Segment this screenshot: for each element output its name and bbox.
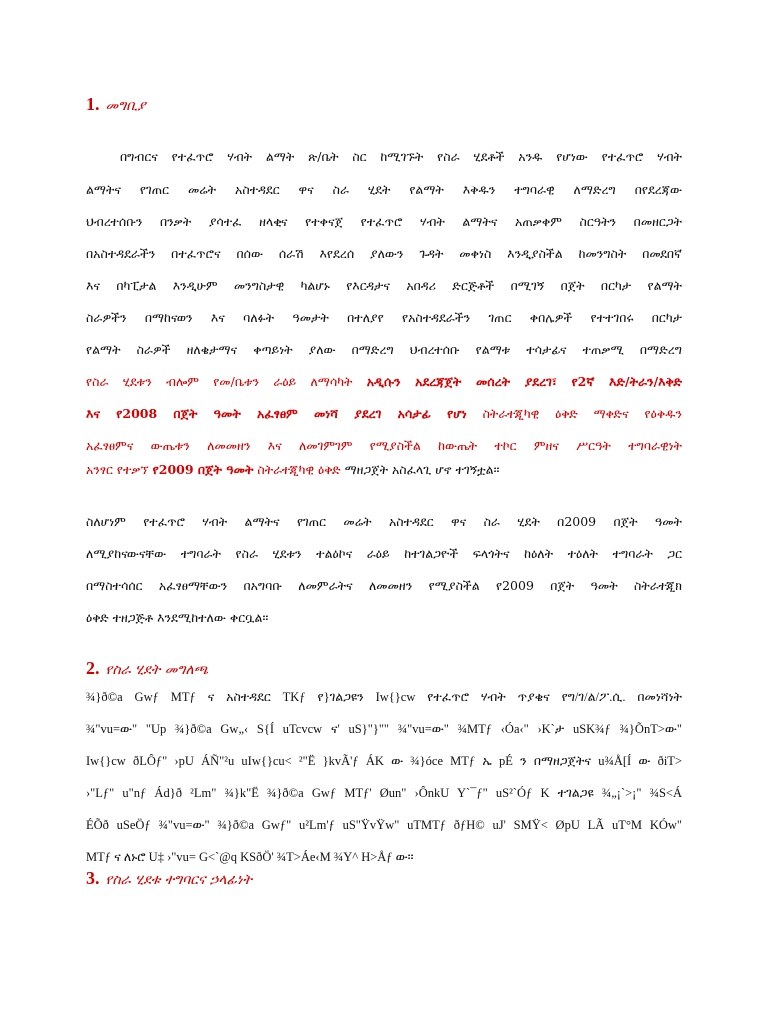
section-2-number: 2.	[86, 658, 100, 678]
para2-line-4: ዕቅድ ተዘጋጅቶ እንደሚከተለው ቀርቧል፡፡	[86, 611, 269, 625]
section-2-line-3: Iw{}cw ðLÔƒ" ›pU ÁÑ"²u uIw{}cu< ²"Ë }kvÃ'ƒ ÁK ው ¾}óce MTƒ ኤ pÉ ን በማዘጋጀትና u¾Å[Í ው ðiT>	[86, 754, 682, 768]
section-1-title: መግቢያ	[105, 98, 146, 114]
section-1-number: 1.	[86, 94, 100, 114]
final-red-b: የ2009 በጀት ዓመት	[152, 463, 254, 477]
para1-line-5: እና በካፒታል እንዲሁም መንግስታዊ ካልሆኑ የእርዳታና አበዳሪ ድርጅቶች በሚገኝ በጀት በርካታ የልማት	[86, 279, 682, 293]
section-2-heading	[86, 658, 208, 679]
section-2-title: የስራ ሂደት መግለጫ	[105, 662, 209, 678]
para1-line-2: ልማትና የገጠር መሬት አስተዳደር ዋና ስራ ሂደት የልማት እቅዱን ተግባራዊ ለማድረግ በየደረጃው	[86, 183, 682, 197]
red-line-2-b: ስትራተጂካዊ ዕቅድ ማቀድና የዕቅዱን	[482, 407, 682, 421]
red-line-2-a: እና የ2008 በጀት ዓመት አፈፃፀም መነሻ ያደረገ አሳታፊ የሆነ	[86, 407, 467, 421]
para1-red-line-2	[86, 407, 682, 421]
final-black: ማዘጋጀት አስፈላጊ ሆኖ ተገኝቷል፡፡	[344, 463, 500, 477]
final-red-c: ስትራተጂካዊ ዕቅድ	[257, 463, 341, 477]
para2-line-3: በማስተሳሰር አፈፃፀማቸውን በአግባቡ ለመምራትና ለመመዘን የሚያስችል የ2009 በጀት ዓመት ስትራተጂክ	[86, 579, 682, 593]
section-2-line-5: ÉÕð uSeÖƒ ¾"vu=ው" ¾}ð©a Gwƒ" u²Lm'ƒ uS"ŸvŸw" uTMTƒ ðƒH© uJ' SMŸ< ØpU LÃ uT°M KÓw"	[86, 818, 682, 832]
para1-line-6: ስራዎችን በማከናወን እና ባለፉት ዓመታት በተለያየ የአስተዳደራችን ገጠር ቀበሌዎች የተተገበሩ በርካታ	[86, 311, 682, 325]
section-3-number: 3.	[86, 868, 100, 888]
para1-red-line-3: አፈፃፀምና ውጤቱን ለመመዘን እና ለመገምገም የሚያስችል ከውጤት ተኮር ምዘና ሥርዓት ተግባራዊነት	[86, 439, 682, 453]
section-3-title: የስራ ሂደቱ ተግባርና ኃላፊነት	[105, 872, 252, 888]
para1-red-line-4	[86, 463, 682, 477]
para1-line-3: ህብረተሰቡን በንቃት ያሳተፈ ዘላቂና የተቀናጀ የተፈጥሮ ሃብት ልማትና አጠቃቀም ስርዓትን በመዘርጋት	[86, 215, 682, 229]
final-red-a: አንፃር የተቃኘ	[86, 463, 149, 477]
para1-red-line-1	[86, 375, 682, 389]
section-2-line-1: ¾}ð©a Gwƒ MTƒ ና አስተዳደር TKƒ የ}ገልጋዩን Iw{}cw የተፈጥሮ ሃብት ጥያቄና የግ/ገ/ል/ፖ.ሲ. በመነሻነት	[86, 690, 682, 704]
para2-line-1: ስለሆነም የተፈጥሮ ሃብት ልማትና የገጠር መሬት አስተዳደር ዋና ስራ ሂደት በ2009 በጀት ዓመት	[86, 515, 682, 529]
para1-line-7: የልማት ስራዎች ዘለቄታማና ቀጣይነት ያለው በማድረግ ህብረተሰቡ የልማቱ ተሳታፊና ተጠቃሚ በማድረግ	[86, 343, 682, 357]
section-2-line-2: ¾"vu=ው" "Up ¾}ð©a Gw„‹ S{Í uTcvcw ና' uS}"}"" ¾"vu=ው" ¾MTƒ ‹Óa‹" ›K`ታ uSK¾ƒ ¾}ÕnT>ው"	[86, 722, 682, 736]
section-1-heading	[86, 94, 146, 115]
para1-line-4: በአስተዳደራችን በተፈጥሮና በሰው ሰራሽ እየደረሰ ያለውን ጉዳት መቀነስ እንዲያስችል ከመንግስት በመደበኛ	[86, 247, 682, 261]
section-2-line-6: MTƒ ና ለኑሮ U‡ ›"vu= G<`@q KSðÖ' ¾T>Áe‹M ¾Y^ H>Åƒ ው፡፡	[86, 850, 414, 864]
red-line-1-a: የስራ ሂደቱን ብሎም የመ/ቤቱን ራዕይ ለማሳካት	[86, 375, 353, 389]
section-3-heading	[86, 868, 252, 889]
section-2-line-4: ›"Lƒ" u"nƒ Ád}ð ²Lm" ¾}k"Ë ¾}ð©a Gwƒ MTƒ' Øun" ›ÔnkU Y`¯ƒ" uS²`Óƒ K ተገልጋዩ ¾„¡`>¡" ¾S<Á	[86, 786, 682, 800]
para1-line-1: በግብርና የተፈጥሮ ሃብት ልማት ጽ/ቤት ስር ከሚገኙት የስራ ሂደቶች አንዱ የሆነው የተፈጥሮ ሃብት	[120, 150, 682, 164]
red-line-1-b: አዲሱን አደረጃጀት መሰረት ያደረገ፣ የ2ኛ እድ/ትራን/እቅድ	[366, 375, 682, 389]
para2-line-2: ለሚያከናውናቸው ተግባራት የስራ ሂደቱን ተልዕኮና ራዕይ ከተገልጋዮች ፍላጎትና ከዕለት ተዕለት ተግባራት ጋር	[86, 547, 682, 561]
